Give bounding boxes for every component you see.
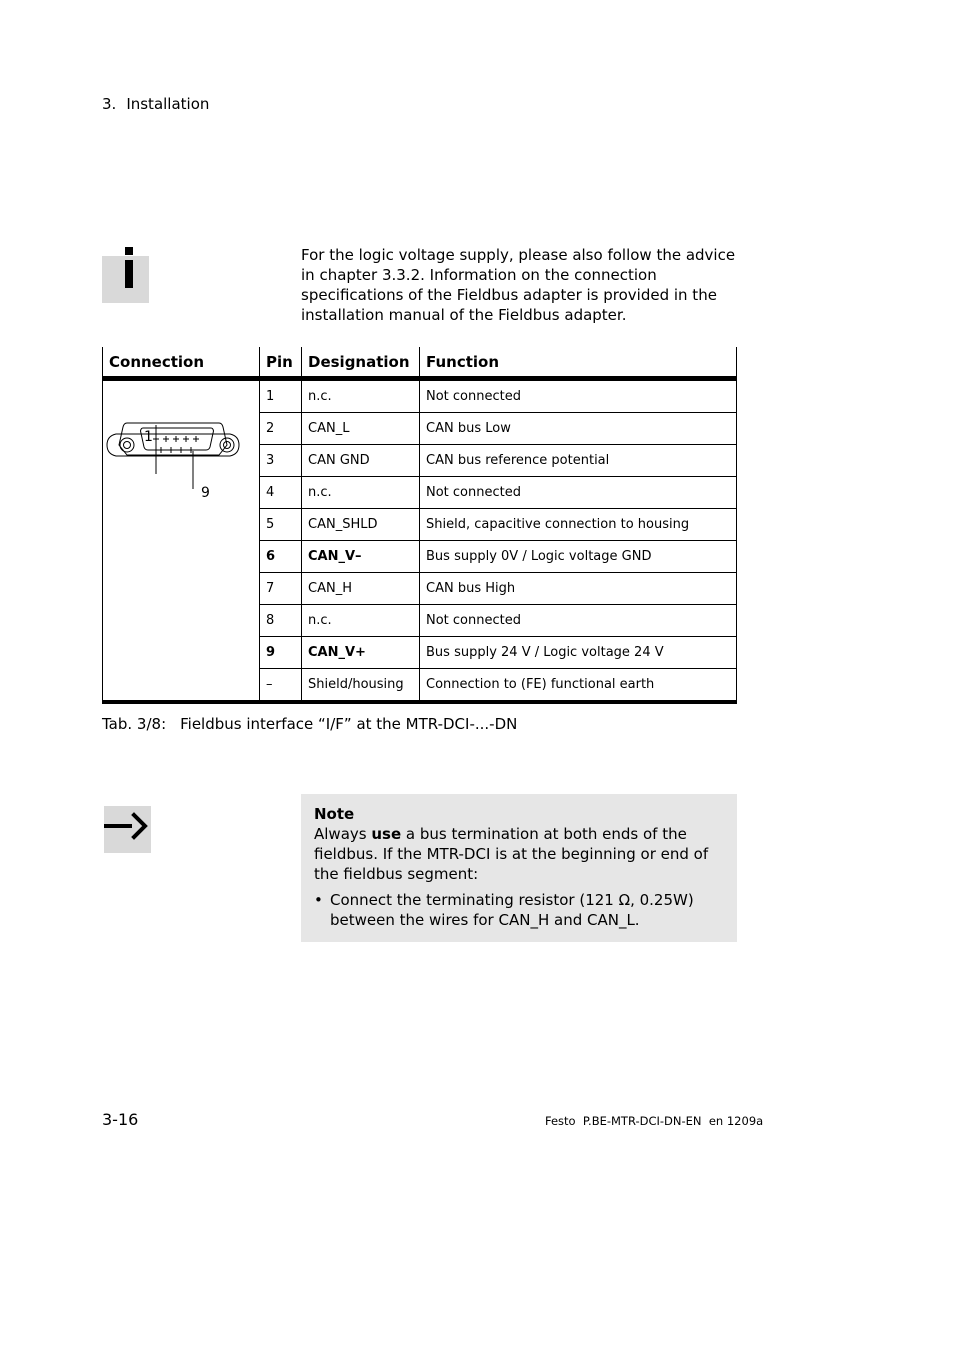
pin-1-label: 1 (144, 429, 153, 445)
note-bullet-text: Connect the terminating resistor (121 Ω, 0.25W) between the wires for CAN_H and CAN_L. (330, 891, 694, 929)
sub-d-connector-diagram (103, 381, 259, 511)
pin-cell: 5 (260, 509, 302, 541)
function-cell: Bus supply 24 V / Logic voltage 24 V (420, 637, 737, 669)
section-title: Installation (126, 95, 210, 113)
bullet-dot: • (314, 891, 323, 909)
designation-cell: CAN_V+ (302, 637, 420, 669)
caption-label: Tab. 3/8: (102, 715, 167, 733)
pin-cell: 3 (260, 445, 302, 477)
function-cell: Not connected (420, 477, 737, 509)
document-reference: Festo P.BE-MTR-DCI-DN-EN en 1209a (545, 1114, 764, 1128)
function-cell: CAN bus reference potential (420, 445, 737, 477)
function-cell: Connection to (FE) functional earth (420, 669, 737, 703)
designation-cell: CAN_SHLD (302, 509, 420, 541)
page-number: 3-16 (102, 1110, 139, 1129)
function-cell: Shield, capacitive connection to housing (420, 509, 737, 541)
pin-cell: 6 (260, 541, 302, 573)
table-caption (102, 715, 517, 733)
designation-cell: Shield/housing (302, 669, 420, 703)
arrow-right-icon (104, 806, 151, 853)
col-header-designation: Designation (302, 347, 420, 379)
section-number: 3. (102, 95, 117, 113)
designation-cell: n.c. (302, 379, 420, 413)
connector-cell (103, 379, 260, 703)
note-bullet-item (314, 890, 732, 930)
note-box (301, 794, 737, 942)
function-cell: CAN bus Low (420, 413, 737, 445)
caption-text: Fieldbus interface “I/F” at the MTR-DCI-...-DN (180, 715, 518, 733)
function-cell: Not connected (420, 379, 737, 413)
pin-cell: 4 (260, 477, 302, 509)
note-text-bold: use (371, 825, 402, 843)
pin-assignment-table (102, 347, 737, 704)
designation-cell: n.c. (302, 605, 420, 637)
note-text (314, 824, 732, 884)
col-header-connection: Connection (103, 347, 260, 379)
pin-cell: – (260, 669, 302, 703)
function-cell: Not connected (420, 605, 737, 637)
designation-cell: CAN_V– (302, 541, 420, 573)
pin-cell: 2 (260, 413, 302, 445)
table-row (103, 379, 737, 413)
section-header (102, 95, 209, 113)
note-title: Note (314, 805, 355, 823)
function-cell: CAN bus High (420, 573, 737, 605)
pin-9-label: 9 (201, 485, 210, 501)
pin-cell: 8 (260, 605, 302, 637)
table-header-row (103, 347, 737, 379)
designation-cell: CAN_L (302, 413, 420, 445)
function-cell: Bus supply 0V / Logic voltage GND (420, 541, 737, 573)
col-header-function: Function (420, 347, 737, 379)
info-icon (102, 247, 149, 303)
note-text-end: a bus termination at both ends of the fieldbus. If the MTR-DCI is at the beginning or end of the fieldbus segment: (314, 825, 709, 883)
designation-cell: n.c. (302, 477, 420, 509)
designation-cell: CAN_H (302, 573, 420, 605)
pin-cell: 1 (260, 379, 302, 413)
designation-cell: CAN GND (302, 445, 420, 477)
pin-cell: 9 (260, 637, 302, 669)
note-text-start: Always (314, 825, 372, 843)
info-paragraph: For the logic voltage supply, please also follow the advice in chapter 3.3.2. Information on the connection specifications of the Fieldbus adapter is provided in the installation manual of the Fieldbus adapter. (301, 246, 736, 324)
col-header-pin: Pin (260, 347, 302, 379)
pin-cell: 7 (260, 573, 302, 605)
